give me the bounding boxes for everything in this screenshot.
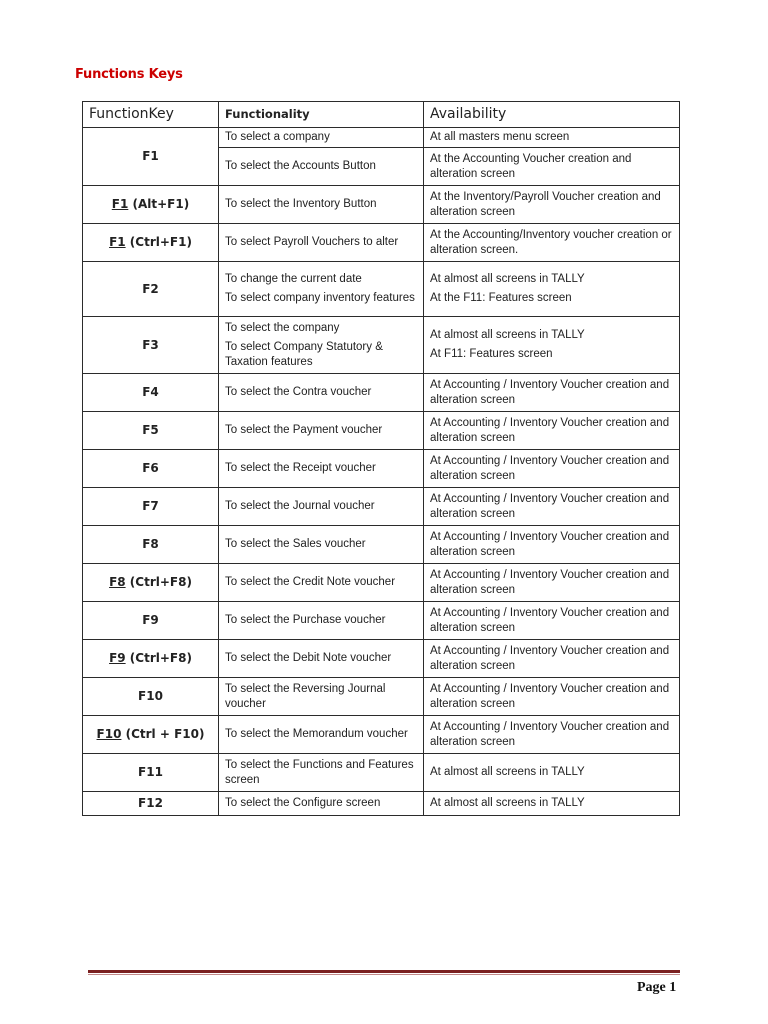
availability-text: At Accounting / Inventory Voucher creation and alteration screen — [430, 530, 670, 558]
table-row — [83, 186, 680, 224]
functionality-text: To select the Credit Note voucher — [225, 576, 396, 588]
functionality-cell — [219, 526, 424, 564]
availability-text: At almost all screens in TALLY — [430, 273, 585, 285]
functionality-text: To select the Functions and Features screen — [225, 758, 414, 786]
table-row — [83, 792, 680, 816]
function-keys-table — [82, 101, 680, 816]
function-key-label: F1 — [142, 149, 159, 163]
function-key-label: F7 — [142, 499, 159, 513]
functionality-text: To select the Payment voucher — [225, 424, 383, 436]
footer-rule-thin — [88, 974, 680, 975]
footer-rule — [88, 970, 680, 973]
availability-cell — [424, 526, 680, 564]
availability-cell — [424, 792, 680, 816]
availability-cell — [424, 488, 680, 526]
functionality-text: To select the Inventory Button — [225, 198, 377, 210]
availability-cell — [424, 186, 680, 224]
function-key-cell — [83, 186, 219, 224]
function-key-cell — [83, 564, 219, 602]
function-key-label: F10 — [96, 727, 122, 741]
availability-cell — [424, 716, 680, 754]
functionality-cell — [219, 754, 424, 792]
availability-text: At F11: Features screen — [430, 348, 553, 360]
functionality-cell — [219, 640, 424, 678]
availability-cell — [424, 450, 680, 488]
functionality-cell — [219, 186, 424, 224]
availability-text: At the Accounting/Inventory voucher creation or alteration screen. — [430, 228, 672, 256]
function-key-label: F1 — [111, 197, 129, 211]
functionality-cell — [219, 792, 424, 816]
availability-text: At Accounting / Inventory Voucher creation and alteration screen — [430, 492, 670, 520]
functionality-text: To change the current date — [225, 273, 362, 285]
function-key-cell — [83, 526, 219, 564]
functionality-text: To select the Sales voucher — [225, 538, 366, 550]
function-key-label: F2 — [142, 281, 159, 296]
function-key-label: F10 — [138, 689, 163, 703]
function-key-cell — [83, 317, 219, 374]
function-key-label: F11 — [138, 765, 163, 779]
section-heading: Functions Keys — [75, 67, 183, 82]
function-key-shortcut: (Ctrl+F8) — [125, 651, 192, 665]
table-row — [83, 317, 680, 374]
function-key-label: F4 — [142, 385, 159, 399]
column-header-functionality: Functionality — [219, 102, 424, 128]
functionality-text: To select the Accounts Button — [225, 160, 376, 172]
function-key-label: F9 — [109, 651, 126, 665]
table-row — [83, 128, 680, 148]
page-number: Page 1 — [637, 980, 677, 995]
column-header-function-key: FunctionKey — [83, 102, 219, 128]
availability-cell — [424, 678, 680, 716]
availability-text: At Accounting / Inventory Voucher creation and alteration screen — [430, 378, 670, 406]
table-row — [83, 526, 680, 564]
availability-cell — [424, 262, 680, 317]
availability-cell — [424, 640, 680, 678]
table-row — [83, 412, 680, 450]
availability-text: At Accounting / Inventory Voucher creation and alteration screen — [430, 682, 670, 710]
functionality-cell — [219, 148, 424, 186]
availability-cell — [424, 564, 680, 602]
availability-cell — [424, 128, 680, 148]
availability-text: At almost all screens in TALLY — [430, 766, 585, 778]
functionality-cell — [219, 224, 424, 262]
function-key-label: F5 — [142, 423, 159, 437]
availability-text: At the F11: Features screen — [430, 292, 572, 304]
function-key-shortcut: (Alt+F1) — [128, 197, 190, 211]
table-row — [83, 716, 680, 754]
functionality-text: To select the Configure screen — [225, 797, 381, 809]
availability-text: At almost all screens in TALLY — [430, 797, 585, 809]
availability-text: At almost all screens in TALLY — [430, 329, 585, 341]
function-key-label: F1 — [109, 235, 126, 249]
function-key-shortcut: (Ctrl + F10) — [121, 727, 205, 741]
table-row — [83, 602, 680, 640]
function-key-cell — [83, 262, 219, 317]
function-key-label: F8 — [142, 537, 159, 551]
availability-text: At Accounting / Inventory Voucher creation and alteration screen — [430, 416, 670, 444]
availability-cell — [424, 374, 680, 412]
functionality-cell — [219, 317, 424, 374]
availability-text: At Accounting / Inventory Voucher creation and alteration screen — [430, 606, 670, 634]
functionality-cell — [219, 412, 424, 450]
functionality-text: To select the Receipt voucher — [225, 462, 376, 474]
function-key-label: F3 — [142, 337, 159, 352]
functionality-text: To select the Purchase voucher — [225, 614, 386, 626]
functionality-cell — [219, 374, 424, 412]
table-row — [83, 224, 680, 262]
functionality-text: To select the Journal voucher — [225, 500, 375, 512]
table-header-row — [83, 102, 680, 128]
function-key-cell — [83, 450, 219, 488]
availability-cell — [424, 754, 680, 792]
table-row — [83, 262, 680, 317]
functionality-text: To select the Contra voucher — [225, 386, 372, 398]
availability-text: At all masters menu screen — [430, 131, 570, 143]
functionality-text: To select Payroll Vouchers to alter — [225, 236, 399, 248]
function-key-cell — [83, 640, 219, 678]
table-row — [83, 374, 680, 412]
functionality-text: To select the Reversing Journal voucher — [225, 682, 386, 710]
functionality-cell — [219, 564, 424, 602]
availability-cell — [424, 148, 680, 186]
table-row — [83, 450, 680, 488]
functionality-cell — [219, 678, 424, 716]
table-row — [83, 564, 680, 602]
function-key-label: F6 — [142, 461, 159, 475]
function-key-cell — [83, 792, 219, 816]
column-header-availability: Availability — [424, 102, 680, 128]
functionality-text: To select the Memorandum voucher — [225, 728, 408, 740]
functionality-text: To select the Debit Note voucher — [225, 652, 392, 664]
functionality-cell — [219, 128, 424, 148]
table-body — [83, 128, 680, 816]
function-key-cell — [83, 602, 219, 640]
function-key-shortcut: (Ctrl+F1) — [125, 235, 192, 249]
function-key-shortcut: (Ctrl+F8) — [125, 575, 192, 589]
availability-cell — [424, 602, 680, 640]
functionality-text: To select a company — [225, 131, 330, 143]
table-row — [83, 678, 680, 716]
function-key-cell — [83, 678, 219, 716]
function-key-label: F8 — [109, 575, 126, 589]
functionality-cell — [219, 450, 424, 488]
function-key-cell — [83, 754, 219, 792]
function-key-cell — [83, 716, 219, 754]
table-row — [83, 640, 680, 678]
function-key-cell — [83, 488, 219, 526]
availability-text: At Accounting / Inventory Voucher creation and alteration screen — [430, 720, 670, 748]
functionality-text: To select Company Statutory & Taxation features — [225, 340, 383, 368]
availability-text: At the Inventory/Payroll Voucher creation and alteration screen — [430, 190, 661, 218]
function-key-label: F12 — [138, 796, 163, 810]
functionality-text: To select the company — [225, 321, 340, 334]
functionality-cell — [219, 488, 424, 526]
function-key-cell — [83, 412, 219, 450]
function-key-cell — [83, 374, 219, 412]
function-key-cell — [83, 224, 219, 262]
availability-cell — [424, 412, 680, 450]
availability-cell — [424, 224, 680, 262]
availability-text: At the Accounting Voucher creation and alteration screen — [430, 152, 632, 180]
functionality-cell — [219, 602, 424, 640]
functionality-cell — [219, 262, 424, 317]
availability-text: At Accounting / Inventory Voucher creation and alteration screen — [430, 454, 670, 482]
table-row — [83, 754, 680, 792]
function-key-label: F9 — [142, 613, 159, 627]
availability-text: At Accounting / Inventory Voucher creation and alteration screen — [430, 568, 670, 596]
availability-cell — [424, 317, 680, 374]
functionality-text: To select company inventory features — [225, 292, 415, 304]
table-row — [83, 488, 680, 526]
availability-text: At Accounting / Inventory Voucher creation and alteration screen — [430, 644, 670, 672]
function-key-cell — [83, 128, 219, 186]
functionality-cell — [219, 716, 424, 754]
